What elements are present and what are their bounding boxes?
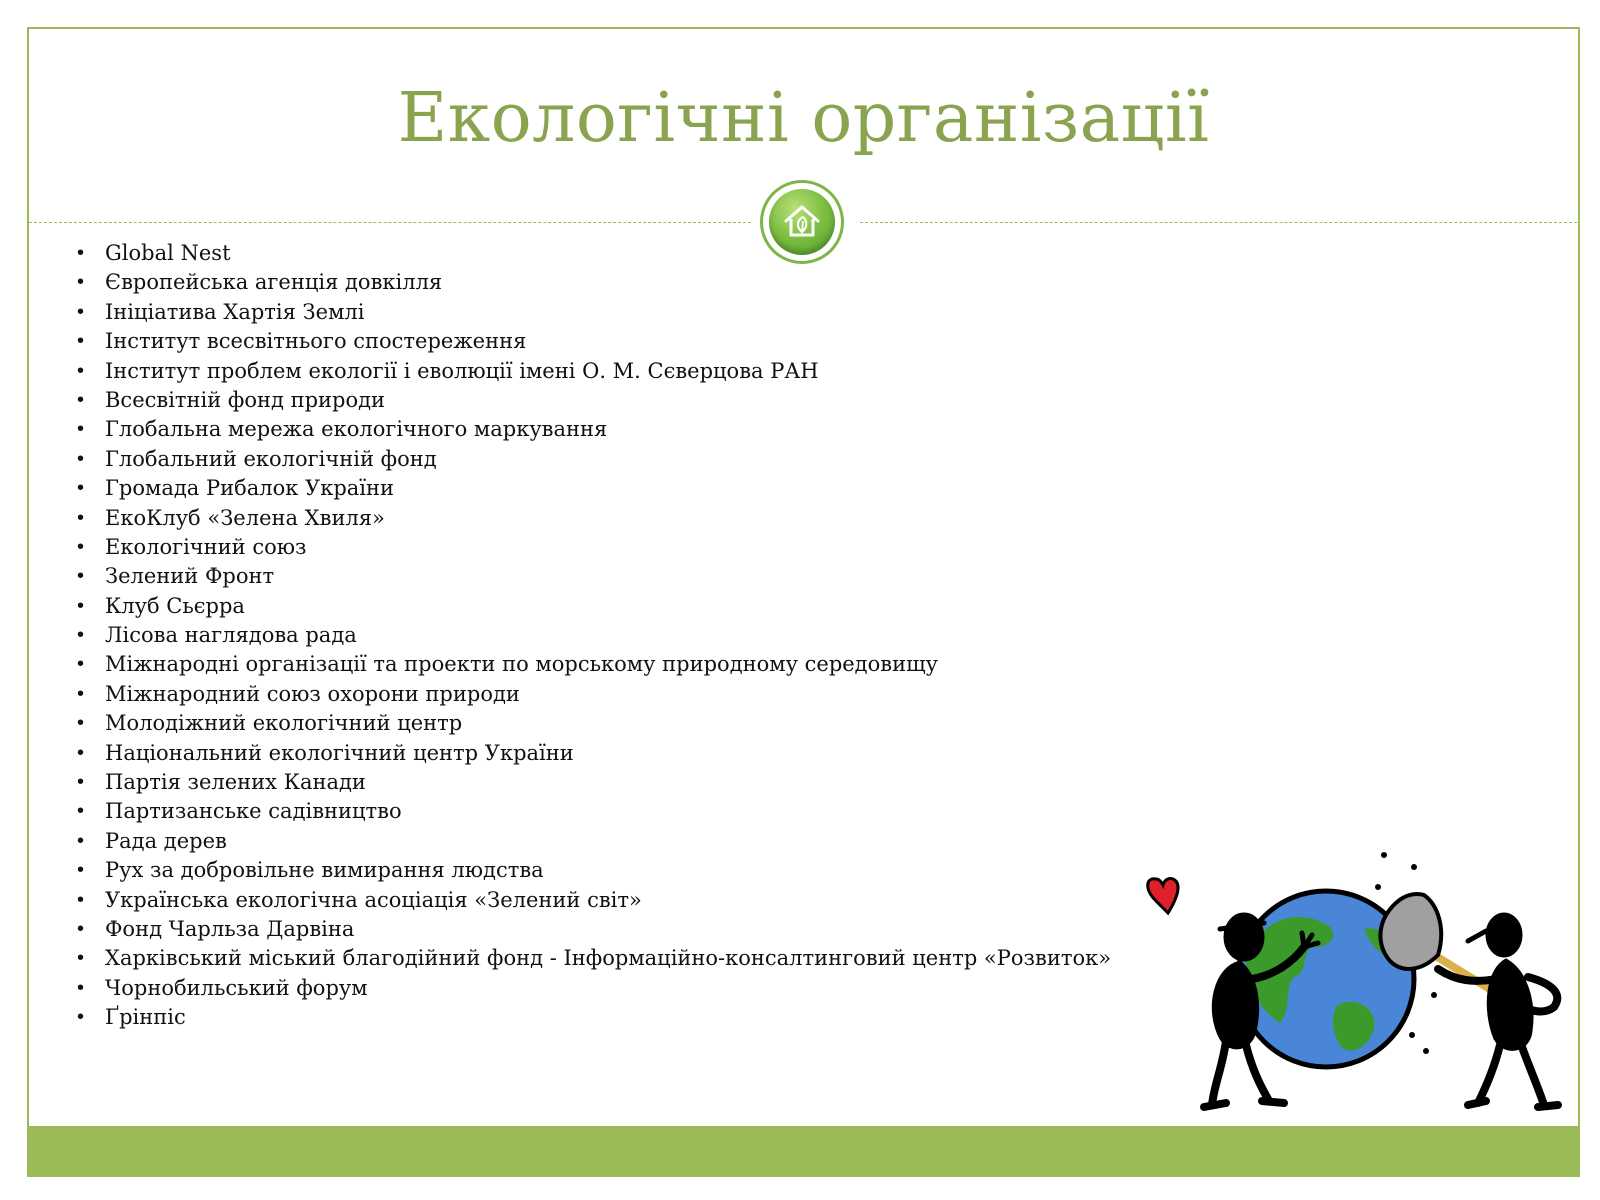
list-item-text: Партія зелених Канади	[105, 770, 366, 795]
list-item-text: Екологічний союз	[105, 534, 307, 559]
list-item	[49, 239, 1111, 268]
right-figure	[1438, 913, 1558, 1107]
list-item-text: Ґрінпіс	[105, 1005, 186, 1030]
list-item-text: Партизанське садівництво	[105, 799, 402, 824]
list-item	[49, 1003, 1111, 1032]
slide	[27, 27, 1580, 1177]
bullet-icon: •	[77, 359, 85, 382]
list-item	[49, 357, 1111, 386]
list-item	[49, 797, 1111, 826]
bullet-icon: •	[77, 271, 85, 294]
list-item-text: Зелений Фронт	[105, 564, 275, 589]
list-item-text: Інститут проблем екології і еволюції імені О. М. Сєверцова РАН	[105, 358, 819, 383]
list-item-text: Фонд Чарльза Дарвіна	[105, 916, 355, 941]
list-item-text: ЕкоКлуб «Зелена Хвиля»	[105, 505, 385, 530]
list-item-text: Глобальна мережа екологічного маркування	[105, 417, 608, 442]
bullet-icon: •	[77, 947, 85, 970]
list-item	[49, 650, 1111, 679]
bullet-icon: •	[77, 771, 85, 794]
list-item	[49, 268, 1111, 297]
list-item-text: Global Nest	[105, 241, 231, 265]
bullet-icon: •	[77, 300, 85, 323]
globe-cleaning-clipart	[1134, 819, 1574, 1119]
list-item	[49, 944, 1111, 973]
bullet-icon: •	[77, 976, 85, 999]
list-item-text: Громада Рибалок України	[105, 476, 395, 501]
list-item	[49, 739, 1111, 768]
list-item-text: Інститут всесвітнього спостереження	[105, 329, 527, 354]
list-item-text: Харківський міський благодійний фонд - Інформаційно-консалтинговий центр «Розвиток»	[105, 946, 1112, 971]
list-item	[49, 709, 1111, 738]
bullet-icon: •	[77, 917, 85, 940]
list-item	[49, 386, 1111, 415]
list-item	[49, 915, 1111, 944]
list-item-text: Міжнародні організації та проекти по морському природному середовищу	[105, 652, 938, 677]
list-item	[49, 856, 1111, 885]
organizations-list	[49, 239, 1111, 1033]
list-item	[49, 533, 1111, 562]
list-item-text: Національний екологічний центр України	[105, 740, 574, 765]
bullet-icon: •	[77, 330, 85, 353]
slide-title: Екологічні організації	[397, 79, 1210, 158]
list-item-text: Українська екологічна асоціація «Зелений світ»	[105, 887, 642, 912]
list-item-text: Молодіжний екологічний центр	[105, 711, 463, 736]
bullet-icon: •	[77, 624, 85, 647]
eco-house-icon	[782, 201, 822, 241]
bullet-icon: •	[77, 1006, 85, 1029]
bullet-icon: •	[77, 888, 85, 911]
bullet-icon: •	[77, 653, 85, 676]
bullet-icon: •	[77, 800, 85, 823]
list-item	[49, 327, 1111, 356]
list-item	[49, 592, 1111, 621]
list-item-text: Глобальний екологічній фонд	[105, 446, 437, 471]
list-item-text: Ініціатива Хартія Землі	[105, 299, 365, 324]
bullet-icon: •	[77, 388, 85, 411]
bullet-icon: •	[77, 535, 85, 558]
title-divider-left	[29, 222, 751, 223]
bullet-icon: •	[77, 242, 85, 264]
list-item-text: Лісова наглядова рада	[105, 623, 357, 648]
list-item	[49, 298, 1111, 327]
list-item-text: Чорнобильський форум	[105, 975, 368, 1000]
bullet-icon: •	[77, 565, 85, 588]
list-item-text: Рух за добровільне вимирання людства	[105, 858, 544, 883]
bullet-icon: •	[77, 506, 85, 529]
list-item-text: Європейська агенція довкілля	[105, 270, 443, 295]
title-divider-right	[860, 222, 1580, 223]
list-item	[49, 680, 1111, 709]
list-item	[49, 974, 1111, 1003]
list-item-text: Всесвітній фонд природи	[105, 387, 386, 412]
bullet-icon: •	[77, 712, 85, 735]
bullet-icon: •	[77, 447, 85, 470]
list-item	[49, 768, 1111, 797]
list-item	[49, 474, 1111, 503]
bullet-icon: •	[77, 859, 85, 882]
bullet-icon: •	[77, 594, 85, 617]
list-item	[49, 445, 1111, 474]
bullet-icon: •	[77, 418, 85, 441]
heart-icon	[1148, 878, 1178, 913]
list-item	[49, 886, 1111, 915]
list-item	[49, 621, 1111, 650]
bullet-icon: •	[77, 682, 85, 705]
list-item	[49, 415, 1111, 444]
list-item-text: Рада дерев	[105, 828, 227, 853]
bullet-icon: •	[77, 741, 85, 764]
list-item	[49, 504, 1111, 533]
list-item	[49, 562, 1111, 591]
bullet-icon: •	[77, 477, 85, 500]
list-item	[49, 827, 1111, 856]
list-item-text: Міжнародний союз охорони природи	[105, 681, 520, 706]
bullet-icon: •	[77, 829, 85, 852]
list-item-text: Клуб Сьєрра	[105, 593, 245, 618]
footer-bar	[29, 1126, 1578, 1177]
